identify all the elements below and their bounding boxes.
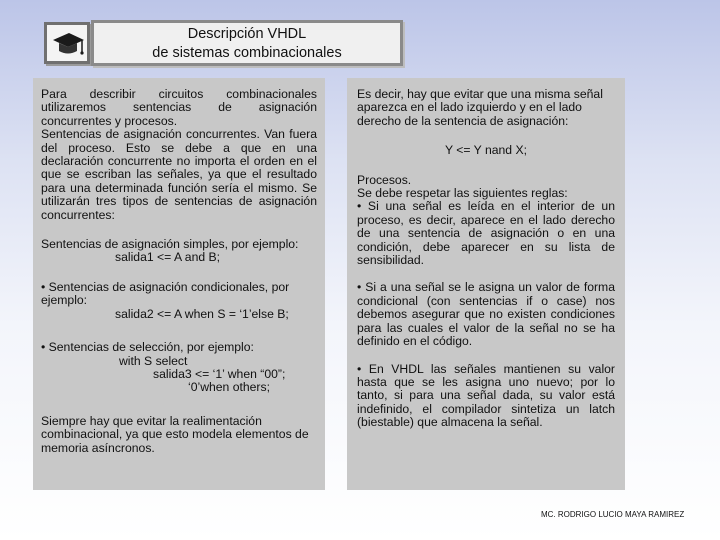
simple-example: salida1 <= A and B; xyxy=(115,250,221,265)
selection-line-1: with S select xyxy=(119,353,188,368)
nand-example: Y <= Y nand X; xyxy=(444,143,527,158)
rules-intro: Se debe respetar las siguientes reglas: xyxy=(357,186,568,201)
selection-line-2: salida3 <= ‘1’ when “00”; xyxy=(153,366,286,381)
logo-box xyxy=(44,22,90,64)
selection-title: • Sentencias de selección, por ejemplo: xyxy=(41,340,254,355)
rule-1: • Si una señal es leída en el interior de un proceso, es decir, aparece en el lado derecho de una sentencia de asignación o en una condición, debe aparecer en su lista de sensibilidad. xyxy=(357,199,615,268)
author-credit: MC. RODRIGO LUCIO MAYA RAMIREZ xyxy=(541,510,685,519)
left-panel xyxy=(33,78,325,490)
rule-3: • En VHDL las señales mantienen su valor hasta que se les asigna uno nuevo; por lo tanto, si para una señal dada, su valor está indefinido, el compilador sintetiza un latch (biestable) que almacena la señal. xyxy=(357,361,615,430)
selection-line-3: ‘0’when others; xyxy=(188,380,270,395)
simple-title: Sentencias de asignación simples, por ejemplo: xyxy=(41,237,299,252)
intro-paragraph: Para describir circuitos combinacionales utilizaremos sentencias de asignación concurrentes y procesos. xyxy=(41,87,317,128)
concurrent-paragraph: Sentencias de asignación concurrentes. Van fuera del proceso. Esto se debe a que en una declaración concurrente no importa el orden en el que se escriban las señales, ya que el resultado para una determinada función sería el mismo. Se utilizarán tres tipos de sentencias de asignación concurrentes: xyxy=(41,127,317,222)
title-line-1: Descripción VHDL xyxy=(187,26,307,42)
avoid-paragraph: Es decir, hay que evitar que una misma señal aparezca en el lado izquierdo y en el lado derecho de la sentencia de asignación: xyxy=(357,87,603,128)
conditional-example: salida2 <= A when S = ‘1’else B; xyxy=(115,306,289,321)
page-title xyxy=(91,20,403,66)
title-line-2: de sistemas combinacionales xyxy=(152,45,342,61)
feedback-paragraph: Siempre hay que evitar la realimentación combinacional, ya que esto modela elementos de memoria asíncronos. xyxy=(41,413,309,455)
rule-2: • Si a una señal se le asigna un valor de forma condicional (con sentencias if o case) nos debemos asegurar que no existen condiciones para las cuales el valor de la señal no se ha definido en el código. xyxy=(357,280,615,349)
conditional-title: • Sentencias de asignación condicionales, por ejemplo: xyxy=(41,279,290,308)
right-panel xyxy=(347,78,625,490)
processes-title: Procesos. xyxy=(357,172,412,187)
graduation-cap-icon xyxy=(51,30,85,58)
